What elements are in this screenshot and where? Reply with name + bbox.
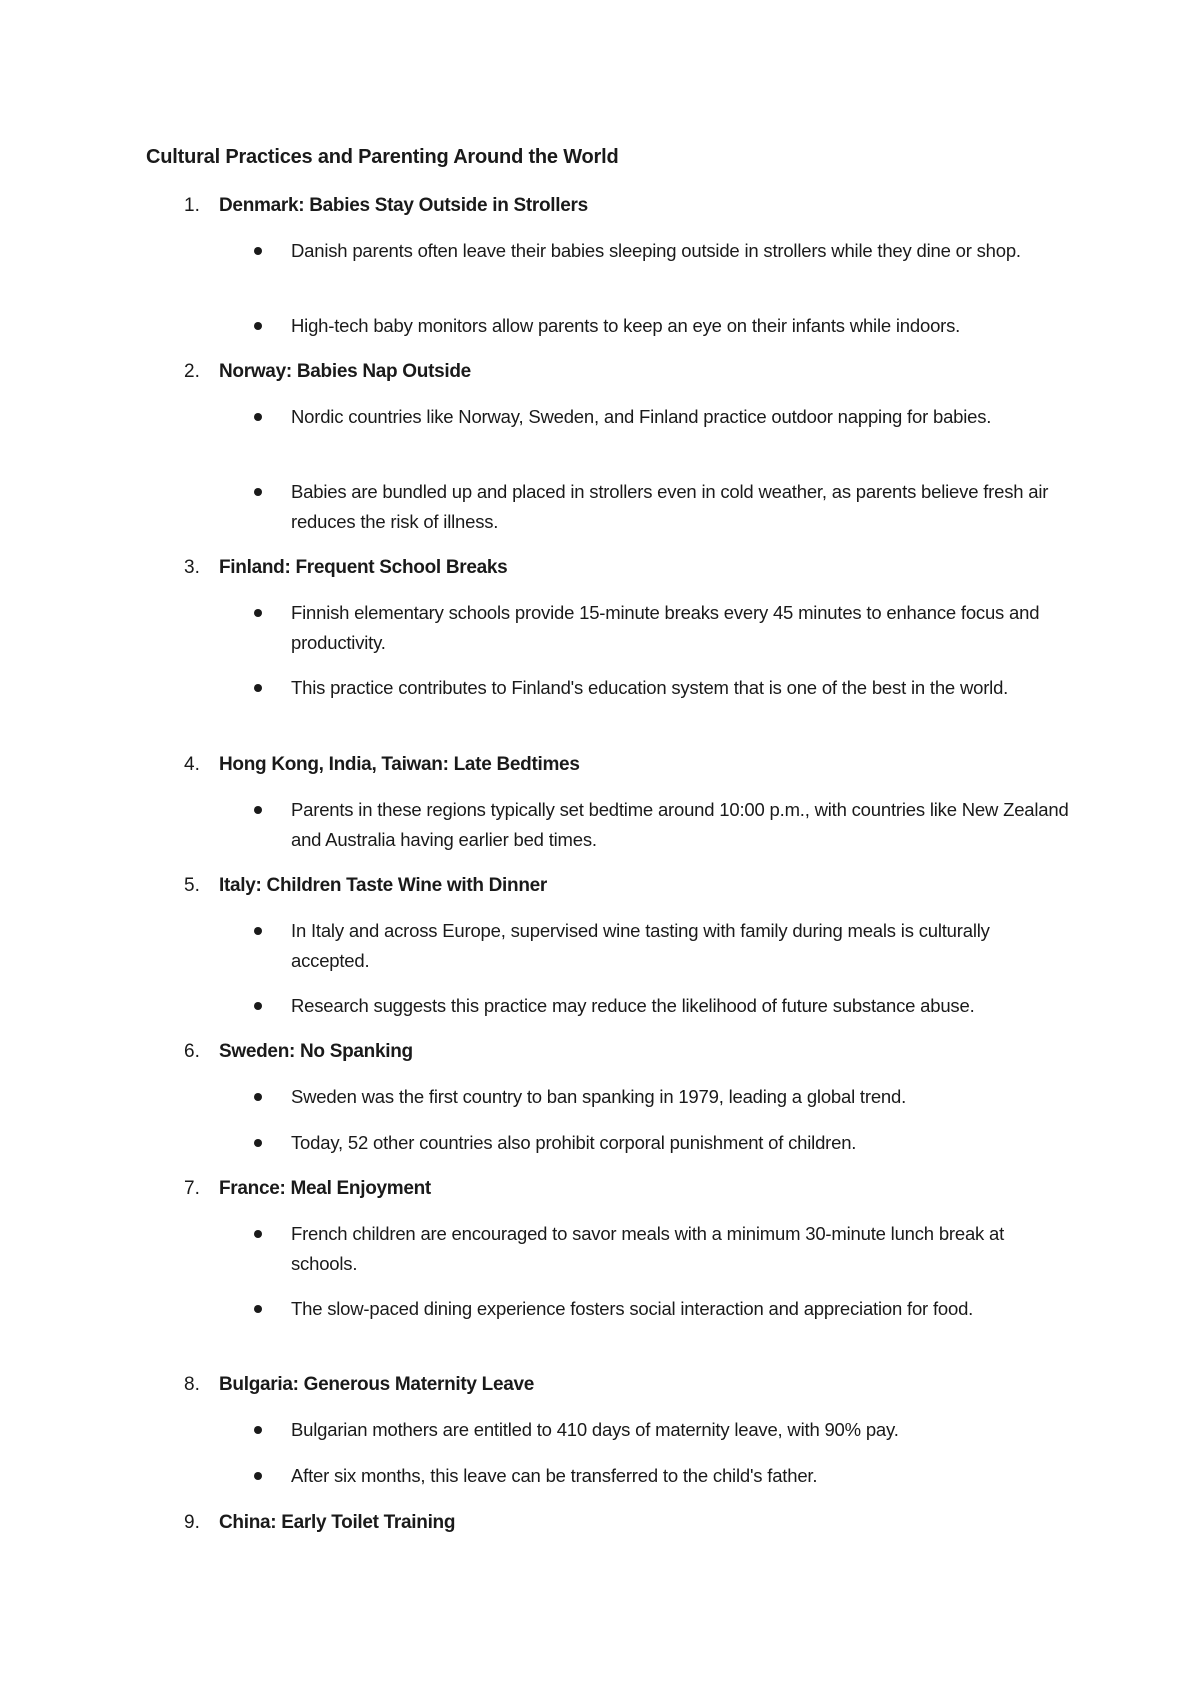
section-number: 2.	[184, 361, 200, 382]
section-heading: Sweden: No Spanking	[219, 1041, 413, 1062]
bullet-icon	[254, 488, 262, 496]
bullet-text: Parents in these regions typically set bedtime around 10:00 p.m., with countries like New Zealand and Australia having earlier bed times.	[291, 799, 1069, 850]
section-number: 7.	[184, 1178, 200, 1199]
bullet-icon	[254, 1230, 262, 1238]
section-number: 8.	[184, 1374, 200, 1395]
section-heading: Denmark: Babies Stay Outside in Strollers	[219, 195, 588, 216]
bullet-text: Sweden was the first country to ban spanking in 1979, leading a global trend.	[291, 1086, 907, 1107]
bullet-text: Danish parents often leave their babies sleeping outside in strollers while they dine or shop.	[291, 240, 1021, 261]
section-number: 9.	[184, 1512, 200, 1533]
bullet-text: Nordic countries like Norway, Sweden, and Finland practice outdoor napping for babies.	[291, 406, 992, 427]
bullet-icon	[254, 1426, 262, 1434]
bullet-text: The slow-paced dining experience fosters social interaction and appreciation for food.	[291, 1298, 974, 1319]
document-title: Cultural Practices and Parenting Around the World	[146, 146, 619, 168]
bullet-text: Research suggests this practice may reduce the likelihood of future substance abuse.	[291, 995, 975, 1016]
bullet-icon	[254, 413, 262, 421]
bullet-icon	[254, 1139, 262, 1147]
bullet-text: Babies are bundled up and placed in strollers even in cold weather, as parents believe fresh air reduces the risk of illness.	[291, 481, 1049, 532]
section-heading: France: Meal Enjoyment	[219, 1178, 431, 1199]
bullet-icon	[254, 247, 262, 255]
bullet-icon	[254, 927, 262, 935]
bullet-icon	[254, 609, 262, 617]
section-number: 1.	[184, 195, 200, 216]
bullet-text: After six months, this leave can be transferred to the child's father.	[291, 1465, 818, 1486]
bullet-icon	[254, 322, 262, 330]
bullet-text: Today, 52 other countries also prohibit corporal punishment of children.	[291, 1132, 857, 1153]
section-number: 4.	[184, 754, 200, 775]
bullet-text: Finnish elementary schools provide 15-minute breaks every 45 minutes to enhance focus and productivity.	[291, 602, 1040, 653]
bullet-icon	[254, 806, 262, 814]
section-number: 6.	[184, 1041, 200, 1062]
section-heading: Italy: Children Taste Wine with Dinner	[219, 875, 548, 896]
bullet-text: High-tech baby monitors allow parents to keep an eye on their infants while indoors.	[291, 315, 961, 336]
bullet-icon	[254, 684, 262, 692]
section-heading: Finland: Frequent School Breaks	[219, 557, 508, 578]
section-heading: Hong Kong, India, Taiwan: Late Bedtimes	[219, 754, 580, 775]
section-number: 3.	[184, 557, 200, 578]
bullet-text: In Italy and across Europe, supervised wine tasting with family during meals is culturally accepted.	[291, 920, 990, 971]
bullet-icon	[254, 1002, 262, 1010]
bullet-icon	[254, 1093, 262, 1101]
section-heading: China: Early Toilet Training	[219, 1512, 456, 1533]
bullet-text: French children are encouraged to savor meals with a minimum 30-minute lunch break at schools.	[291, 1223, 1005, 1274]
section-heading: Norway: Babies Nap Outside	[219, 361, 471, 382]
bullet-text: Bulgarian mothers are entitled to 410 days of maternity leave, with 90% pay.	[291, 1419, 899, 1440]
section-number: 5.	[184, 875, 200, 896]
section-heading: Bulgaria: Generous Maternity Leave	[219, 1374, 535, 1395]
bullet-icon	[254, 1305, 262, 1313]
bullet-icon	[254, 1472, 262, 1480]
bullet-text: This practice contributes to Finland's education system that is one of the best in the world.	[291, 677, 1009, 698]
